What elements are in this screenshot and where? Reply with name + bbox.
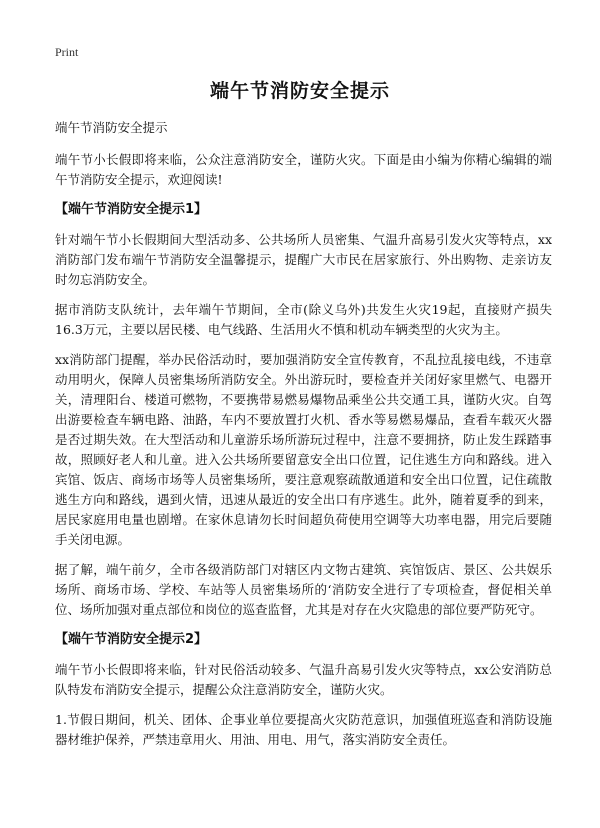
article-subtitle: 端午节消防安全提示 xyxy=(55,120,168,135)
page-title: 端午节消防安全提示 xyxy=(209,80,390,102)
section1-paragraph: xx消防部门提醒，举办民俗活动时，要加强消防安全宣传教育，不乱拉乱接电线，不违章动用明火，保障人员密集场所消防安全。外出游玩时，要检查并关闭好家里燃气、电器开关，清理阳台、楼道可燃物，不要携带易燃易爆物品乘坐公共交通工具，谨防火灾。自驾出游要检查车辆电路、油路，车内不要放置打火机、香水等易燃易爆品，查看车载灭火器是否过期失效。在大型活动和儿童游乐场所游玩过程中，注意不要拥挤，防止发生踩踏事故，照顾好老人和儿童。进入公共场所要留意安全出口位置，记住逃生方向和路线。进入宾馆、饭店、商场市场等人员密集场所，要注意观察疏散通道和安全出口位置，记住疏散逃生方向和路线，遇到火情，迅速从最近的安全出口有序逃生。此外，随着夏季的到来，居民家庭用电量也剧增。在家休息请勿长时间超负荷使用空调等大功率电器，用完后要随手关闭电源。 xyxy=(55,352,552,547)
intro-paragraph: 端午节小长假即将来临，公众注意消防安全，谨防火灾。下面是由小编为你精心编辑的端午节消防安全提示，欢迎阅读! xyxy=(55,152,552,187)
print-link[interactable]: Print xyxy=(55,45,79,59)
section1-paragraph: 针对端午节小长假期间大型活动多、公共场所人员密集、气温升高易引发火灾等特点，xx消防部门发布端午节消防安全温馨提示，提醒广大市民在居家旅行、外出购物、走亲访友时勿忘消防安全。 xyxy=(55,232,552,287)
article-body xyxy=(55,118,552,760)
section1-paragraph: 据市消防支队统计，去年端午节期间，全市(除义乌外)共发生火灾19起，直接财产损失16.3万元，主要以居民楼、电气线路、生活用火不慎和机动车辆类型的火灾为主。 xyxy=(55,302,552,337)
section-heading-1: 【端午节消防安全提示1】 xyxy=(55,202,208,217)
section-heading-2: 【端午节消防安全提示2】 xyxy=(55,632,208,647)
section2-paragraph: 1.节假日期间，机关、团体、企事业单位要提高火灾防范意识，加强值班巡查和消防设施器材维护保养，严禁违章用火、用油、用电、用气，落实消防安全责任。 xyxy=(55,712,552,747)
section2-paragraph: 端午节小长假即将来临，针对民俗活动较多、气温升高易引发火灾等特点，xx公安消防总队特发布消防安全提示，提醒公众注意消防安全，谨防火灾。 xyxy=(55,662,552,697)
section1-paragraph: 据了解，端午前夕，全市各级消防部门对辖区内文物古建筑、宾馆饭店、景区、公共娱乐场所、商场市场、学校、车站等人员密集场所的‘消防安全进行了专项检查，督促相关单位、场所加强对重点部位和岗位的巡查监督，尤其是对存在火灾隐患的部位要严防死守。 xyxy=(55,562,552,617)
